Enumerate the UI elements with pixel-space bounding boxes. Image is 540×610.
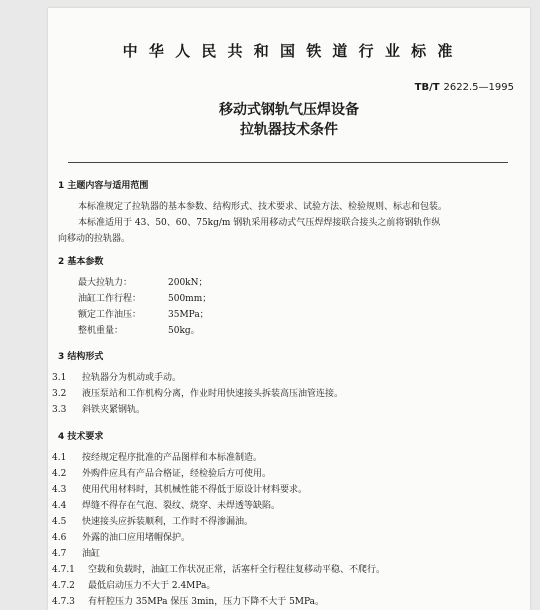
clause-text: 外购件应具有产品合格证，经检验后方可使用。 — [82, 469, 272, 479]
clause-number: 4.5 — [52, 517, 67, 527]
clause-number: 4.6 — [52, 533, 67, 543]
section-1-heading: 1 主题内容与适用范围 — [58, 181, 149, 191]
clause-number: 4.1 — [52, 453, 67, 463]
clause-text: 液压泵站和工作机构分离，作业时用快速接头拆装高压油管连接。 — [82, 389, 344, 399]
clause-number: 3.2 — [52, 389, 67, 399]
list-item — [52, 372, 181, 384]
list-item — [52, 564, 385, 576]
clause-text: 焊缝不得存在气泡、裂纹、烧穿、未焊透等缺陷。 — [82, 501, 281, 511]
section-2-heading: 2 基本参数 — [58, 257, 104, 267]
section-1-paragraph-2a: 本标准适用于 43、50、60、75kg/m 钢轨采用移动式气压焊焊接联合接头之前将钢轨作纵 — [78, 218, 441, 228]
clause-number: 4.3 — [52, 485, 67, 495]
param-value: 500mm； — [168, 294, 212, 304]
list-item — [52, 500, 280, 512]
clause-number: 4.2 — [52, 469, 67, 479]
clause-text: 拉轨器分为机动或手动。 — [82, 373, 182, 383]
clause-number: 3.1 — [52, 373, 67, 383]
clause-number: 3.3 — [52, 405, 67, 415]
standard-code-prefix: TB/T — [414, 82, 440, 93]
clause-text: 最低启动压力不大于 2.4MPa。 — [88, 581, 216, 591]
param-value: 50kg。 — [168, 326, 200, 336]
param-label: 额定工作油压： — [78, 310, 142, 320]
section-1-paragraph-2b: 向移动的拉轨器。 — [58, 234, 131, 244]
clause-number: 4.4 — [52, 501, 67, 511]
clause-text: 快速接头应拆装顺利，工作时不得渗漏油。 — [82, 517, 254, 527]
param-label: 油缸工作行程： — [78, 294, 142, 304]
clause-number: 4.7 — [52, 549, 67, 559]
param-label: 整机重量： — [78, 326, 124, 336]
list-item — [52, 548, 100, 560]
list-item — [52, 388, 343, 400]
title-divider — [68, 162, 508, 163]
standard-code — [415, 82, 514, 93]
clause-text: 油缸 — [82, 549, 101, 559]
clause-text: 按经规定程序批准的产品图样和本标准制造。 — [82, 453, 263, 463]
clause-text: 斜铁夹紧钢轨。 — [82, 405, 146, 415]
list-item — [52, 404, 145, 416]
list-item — [52, 532, 190, 544]
clause-text: 空载和负载时，油缸工作状况正常，活塞杆全行程往复移动平稳、不爬行。 — [88, 565, 386, 575]
section-3-heading: 3 结构形式 — [58, 352, 104, 362]
param-label: 最大拉轨力： — [78, 278, 133, 288]
section-4-heading: 4 技术要求 — [58, 432, 104, 442]
param-value: 200kN； — [168, 278, 208, 288]
document-title-line2: 拉轨器技术条件 — [240, 122, 338, 138]
list-item — [52, 484, 307, 496]
clause-number: 4.7.2 — [52, 581, 75, 591]
document-title — [48, 100, 530, 140]
standard-code-number: 2622.5—1995 — [443, 82, 514, 93]
list-item — [52, 596, 324, 608]
document-page — [48, 8, 530, 610]
clause-number: 4.7.1 — [52, 565, 75, 575]
standard-category-title: 中 华 人 民 共 和 国 铁 道 行 业 标 准 — [122, 42, 456, 60]
param-value: 35MPa； — [168, 310, 209, 320]
clause-number: 4.7.3 — [52, 597, 75, 607]
section-1-paragraph-1: 本标准规定了拉轨器的基本参数、结构形式、技术要求、试验方法、检验规则、标志和包装。 — [78, 202, 448, 212]
clause-text: 有杆腔压力 35MPa 保压 3min，压力下降不大于 5MPa。 — [88, 597, 325, 607]
list-item — [52, 452, 262, 464]
list-item — [52, 468, 271, 480]
document-title-line1: 移动式钢轨气压焊设备 — [219, 102, 359, 118]
clause-text: 外露的油口应用堵帽保护。 — [82, 533, 191, 543]
list-item — [52, 580, 215, 592]
list-item — [52, 516, 253, 528]
clause-text: 使用代用材料时，其机械性能不得低于原设计材料要求。 — [82, 485, 308, 495]
